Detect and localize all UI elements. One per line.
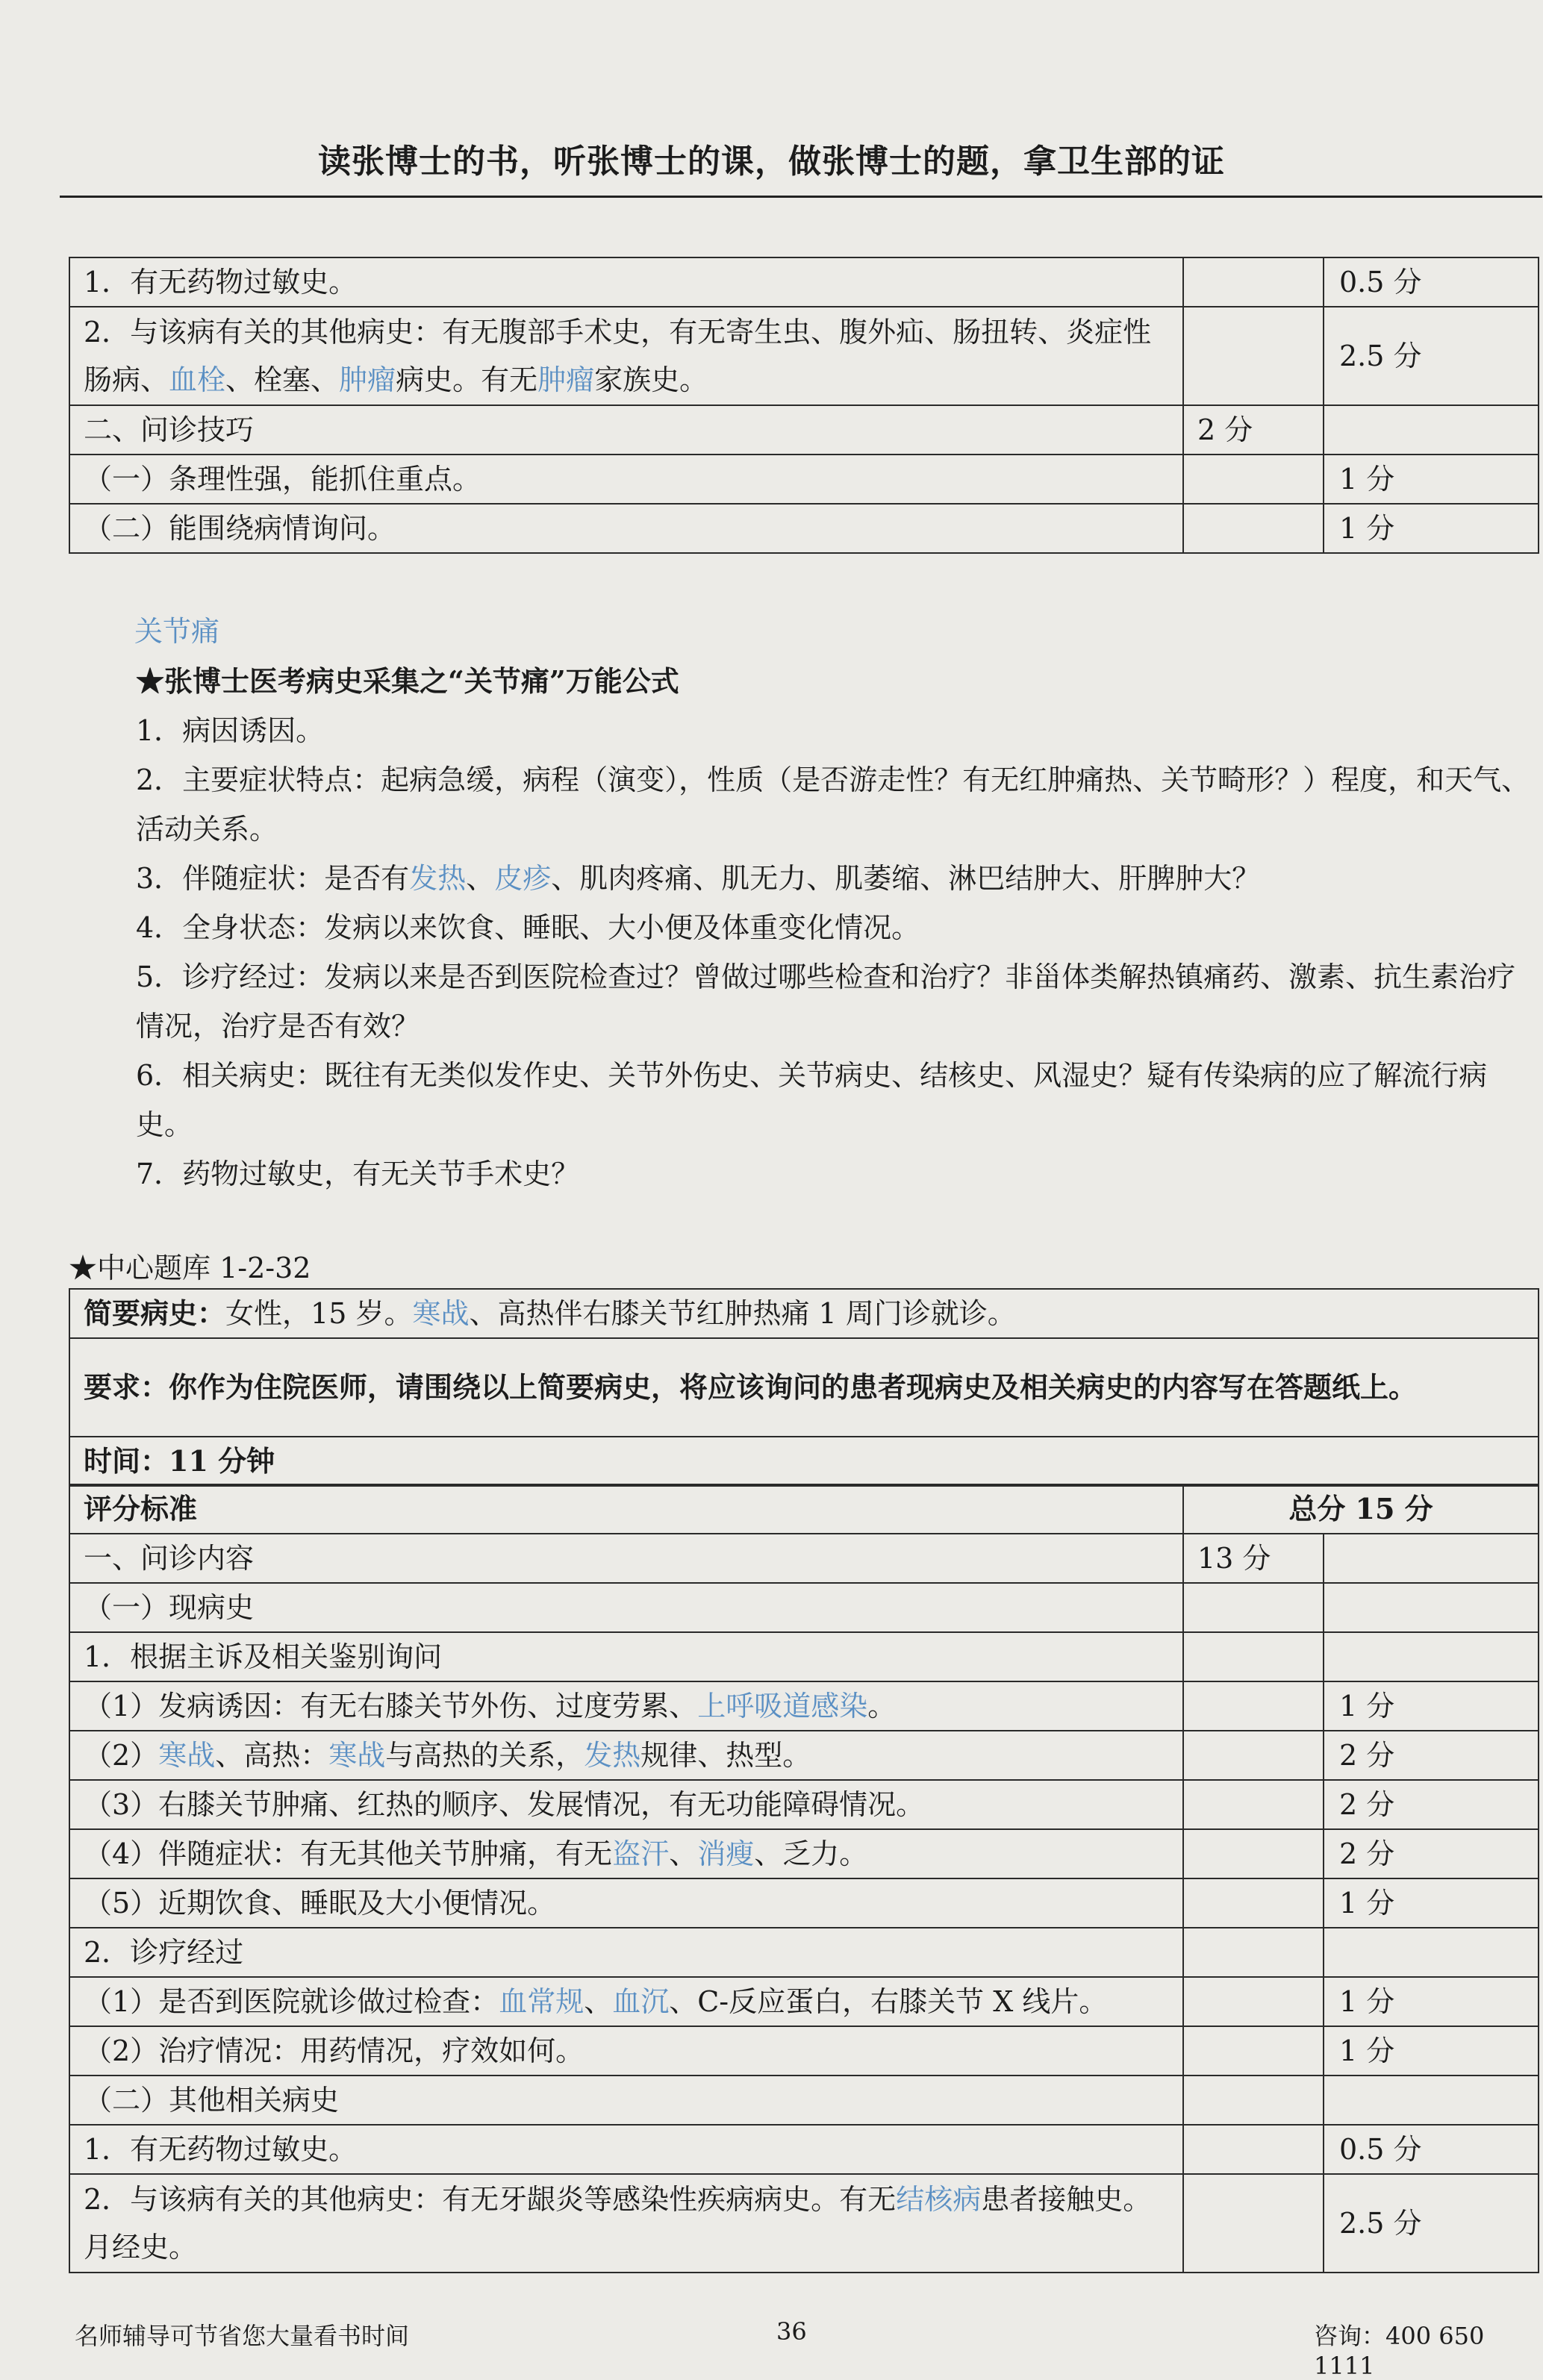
item-text: （2）寒战、高热：寒战与高热的关系，发热规律、热型。 (69, 1731, 1183, 1780)
score-table-top (69, 257, 1539, 554)
subtotal-cell (1183, 1878, 1324, 1928)
table-row (69, 257, 1539, 307)
subtotal-cell (1183, 2174, 1324, 2273)
subtotal-cell (1183, 1977, 1324, 2026)
subtotal-cell (1183, 1632, 1324, 1681)
score-table-case (69, 1484, 1539, 2273)
item-text: （3）右膝关节肿痛、红热的顺序、发展情况，有无功能障碍情况。 (69, 1780, 1183, 1829)
score-cell (1324, 1632, 1539, 1681)
score-cell (1324, 405, 1539, 455)
subtotal-cell (1183, 504, 1324, 553)
page-number: 36 (776, 2317, 807, 2346)
table-row (69, 2026, 1539, 2076)
score-cell: 1 分 (1324, 504, 1539, 553)
item-text: 一、问诊内容 (69, 1534, 1183, 1583)
formula-item: 2．主要症状特点：起病急缓，病程（演变），性质（是否游走性？有无红肿痛热、关节畸形？）程度，和天气、活动关系。 (136, 763, 1530, 846)
item-text: 1．根据主诉及相关鉴别询问 (69, 1632, 1183, 1681)
criteria-label: 评分标准 (69, 1484, 1183, 1534)
footer-slogan: 名师辅导可节省您大量看书时间 (75, 2322, 410, 2350)
score-cell: 1 分 (1324, 1977, 1539, 2026)
subtotal-cell (1183, 2076, 1324, 2125)
item-text: （一）现病史 (69, 1583, 1183, 1632)
subtotal-cell (1183, 2125, 1324, 2174)
score-cell: 0.5 分 (1324, 2125, 1539, 2174)
table-row (69, 1977, 1539, 2026)
subtotal-cell (1183, 1829, 1324, 1878)
item-text: 2．与该病有关的其他病史：有无腹部手术史，有无寄生虫、腹外疝、肠扭转、炎症性肠病、血栓、栓塞、肿瘤病史。有无肿瘤家族史。 (69, 307, 1183, 405)
formula-item: 4．全身状态：发病以来饮食、睡眠、大小便及体重变化情况。 (136, 911, 920, 944)
table-row (69, 405, 1539, 455)
subtotal-cell (1183, 1681, 1324, 1731)
formula-item: 3．伴随症状：是否有发热、皮疹、肌肉疼痛、肌无力、肌萎缩、淋巴结肿大、肝脾肿大？ (136, 862, 1261, 895)
subtotal-cell: 13 分 (1183, 1534, 1324, 1583)
item-text: （5）近期饮食、睡眠及大小便情况。 (69, 1878, 1183, 1928)
item-text: （1）发病诱因：有无右膝关节外伤、过度劳累、上呼吸道感染。 (69, 1681, 1183, 1731)
table-row (69, 2174, 1539, 2273)
subtotal-cell (1183, 1780, 1324, 1829)
subtotal-cell (1183, 307, 1324, 405)
table-row (69, 1338, 1539, 1437)
requirement: 要求：你作为住院医师，请围绕以上简要病史，将应该询问的患者现病史及相关病史的内容写在答题纸上。 (69, 1338, 1539, 1437)
subtotal-cell (1183, 1731, 1324, 1780)
item-text: 1．有无药物过敏史。 (69, 2125, 1183, 2174)
item-text: 1．有无药物过敏史。 (69, 257, 1183, 307)
score-cell: 1 分 (1324, 1878, 1539, 1928)
subtotal-cell (1183, 455, 1324, 504)
score-cell (1324, 1583, 1539, 1632)
table-row (69, 1681, 1539, 1731)
score-cell: 0.5 分 (1324, 257, 1539, 307)
subtotal-cell (1183, 2026, 1324, 2076)
total-score: 总分 15 分 (1183, 1484, 1539, 1534)
table-row (69, 1289, 1539, 1338)
score-cell: 2.5 分 (1324, 307, 1539, 405)
item-text: （4）伴随症状：有无其他关节肿痛，有无盗汗、消瘦、乏力。 (69, 1829, 1183, 1878)
table-row (69, 1437, 1539, 1486)
table-row (69, 307, 1539, 405)
subtotal-cell (1183, 257, 1324, 307)
table-row (69, 1878, 1539, 1928)
page-header-title: 读张博士的书，听张博士的课，做张博士的题，拿卫生部的证 (318, 143, 1225, 181)
formula-title: ★张博士医考病史采集之“关节痛”万能公式 (136, 664, 679, 698)
table-row (69, 1928, 1539, 1977)
score-cell: 2.5 分 (1324, 2174, 1539, 2273)
question-bank-title: ★中心题库 1-2-32 (69, 1252, 311, 1284)
table-row (69, 1484, 1539, 1534)
table-row (69, 2125, 1539, 2174)
item-text: 2．与该病有关的其他病史：有无牙龈炎等感染性疾病病史。有无结核病患者接触史。月经史。 (69, 2174, 1183, 2273)
item-text: （1）是否到医院就诊做过检查：血常规、血沉、C-反应蛋白，右膝关节 X 线片。 (69, 1977, 1183, 2026)
score-cell: 2 分 (1324, 1731, 1539, 1780)
item-text: 2．诊疗经过 (69, 1928, 1183, 1977)
score-cell: 1 分 (1324, 1681, 1539, 1731)
table-row (69, 1731, 1539, 1780)
formula-item: 6．相关病史：既往有无类似发作史、关节外伤史、关节病史、结核史、风湿史？疑有传染病的应了解流行病史。 (136, 1059, 1488, 1141)
subtotal-cell: 2 分 (1183, 405, 1324, 455)
score-cell (1324, 1534, 1539, 1583)
table-row (69, 1534, 1539, 1583)
item-text: （二）其他相关病史 (69, 2076, 1183, 2125)
score-cell: 1 分 (1324, 2026, 1539, 2076)
table-row (69, 1632, 1539, 1681)
section-title: 关节痛 (134, 615, 220, 648)
formula-item: 1．病因诱因。 (136, 714, 325, 747)
table-row (69, 1780, 1539, 1829)
score-cell: 1 分 (1324, 455, 1539, 504)
table-row (69, 1583, 1539, 1632)
item-text: 二、问诊技巧 (69, 405, 1183, 455)
table-row (69, 504, 1539, 553)
item-text: （二）能围绕病情询问。 (69, 504, 1183, 553)
header-divider (60, 196, 1542, 198)
score-cell (1324, 2076, 1539, 2125)
item-text: （2）治疗情况：用药情况，疗效如何。 (69, 2026, 1183, 2076)
brief-history: 简要病史：女性，15 岁。寒战、高热伴右膝关节红肿热痛 1 周门诊就诊。 (69, 1289, 1539, 1338)
score-cell: 2 分 (1324, 1780, 1539, 1829)
score-cell (1324, 1928, 1539, 1977)
case-info-table (69, 1288, 1539, 1487)
table-row (69, 1829, 1539, 1878)
table-row (69, 455, 1539, 504)
footer-contact: 咨询：400 650 1111 (1314, 2322, 1485, 2380)
formula-item: 5．诊疗经过：发病以来是否到医院检查过？曾做过哪些检查和治疗？非甾体类解热镇痛药、激素、抗生素治疗情况，治疗是否有效？ (136, 961, 1516, 1043)
subtotal-cell (1183, 1583, 1324, 1632)
score-cell: 2 分 (1324, 1829, 1539, 1878)
time-limit: 时间：11 分钟 (69, 1437, 1539, 1486)
subtotal-cell (1183, 1928, 1324, 1977)
formula-item: 7．药物过敏史，有无关节手术史？ (136, 1158, 580, 1190)
table-row (69, 2076, 1539, 2125)
item-text: （一）条理性强，能抓住重点。 (69, 455, 1183, 504)
